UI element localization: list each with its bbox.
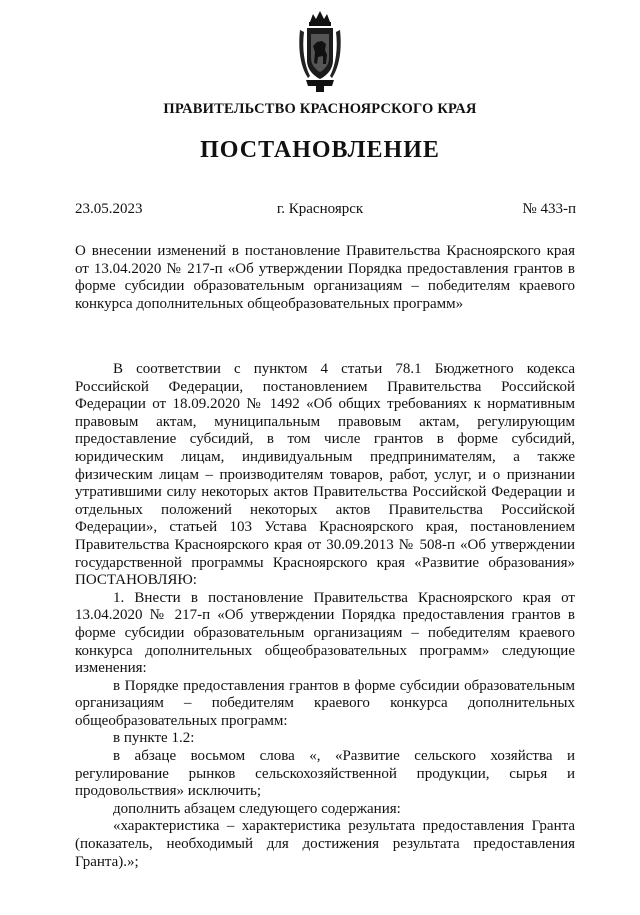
government-name: ПРАВИТЕЛЬСТВО КРАСНОЯРСКОГО КРАЯ [163, 101, 477, 117]
document-type-title: ПОСТАНОВЛЕНИЕ [200, 137, 440, 163]
document-subject: О внесении изменений в постановление Правительства Красноярского края от 13.04.2020 № 217-п «Об утверждении Порядка предоставления грантов в форме субсидии образовательным организациям – победителям краевого конкурса дополнительных общеобразовательных программ» [75, 243, 575, 312]
document-number: № 433-п [522, 201, 576, 217]
document-body [75, 361, 575, 871]
body-paragraph: «характеристика – характеристика результата предоставления Гранта (показатель, необходимый для достижения результата предоставления Гранта).»; [75, 818, 575, 870]
preamble-paragraph: В соответствии с пунктом 4 статьи 78.1 Бюджетного кодекса Российской Федерации, постановлением Правительства Российской Федерации от 18.09.2020 № 1492 «Об общих требованиях к нормативным правовым актам, муниципальным правовым актам, регулирующим предоставление субсидий, в том числе грантов в форме субсидий, юридическим лицам, индивидуальным предпринимателям, а также физическим лицам – производителям товаров, работ, услуг, и о признании утратившими силу некоторых актов Правительства Российской Федерации и отдельных положений некоторых актов Правительства Российской Федерации», статьей 103 Устава Красноярского края, постановлением Правительства Красноярского края от 30.09.2013 № 508-п «Об утверждении государственной программы Красноярского края «Развитие образования» ПОСТАНОВЛЯЮ: [75, 361, 575, 589]
body-paragraph: в Порядке предоставления грантов в форме субсидии образовательным организациям – победителям краевого конкурса дополнительных общеобразовательных программ: [75, 677, 575, 729]
document-city: г. Красноярск [276, 201, 364, 217]
clause-1-paragraph: 1. Внести в постановление Правительства Красноярского края от 13.04.2020 № 217-п «Об утверждении Порядка предоставления грантов в форме субсидии образовательным организациям – победителям краевого конкурса дополнительных общеобразовательных программ» следующие изменения: [75, 589, 575, 677]
body-paragraph: в абзаце восьмом слова «, «Развитие сельского хозяйства и регулирование рынков сельскохозяйственной продукции, сырья и продовольствия» исключить; [75, 748, 575, 800]
document-date: 23.05.2023 [75, 201, 143, 217]
body-paragraph: дополнить абзацем следующего содержания: [113, 800, 401, 817]
body-paragraph: в пункте 1.2: [113, 730, 195, 747]
coat-of-arms-icon [296, 8, 344, 94]
